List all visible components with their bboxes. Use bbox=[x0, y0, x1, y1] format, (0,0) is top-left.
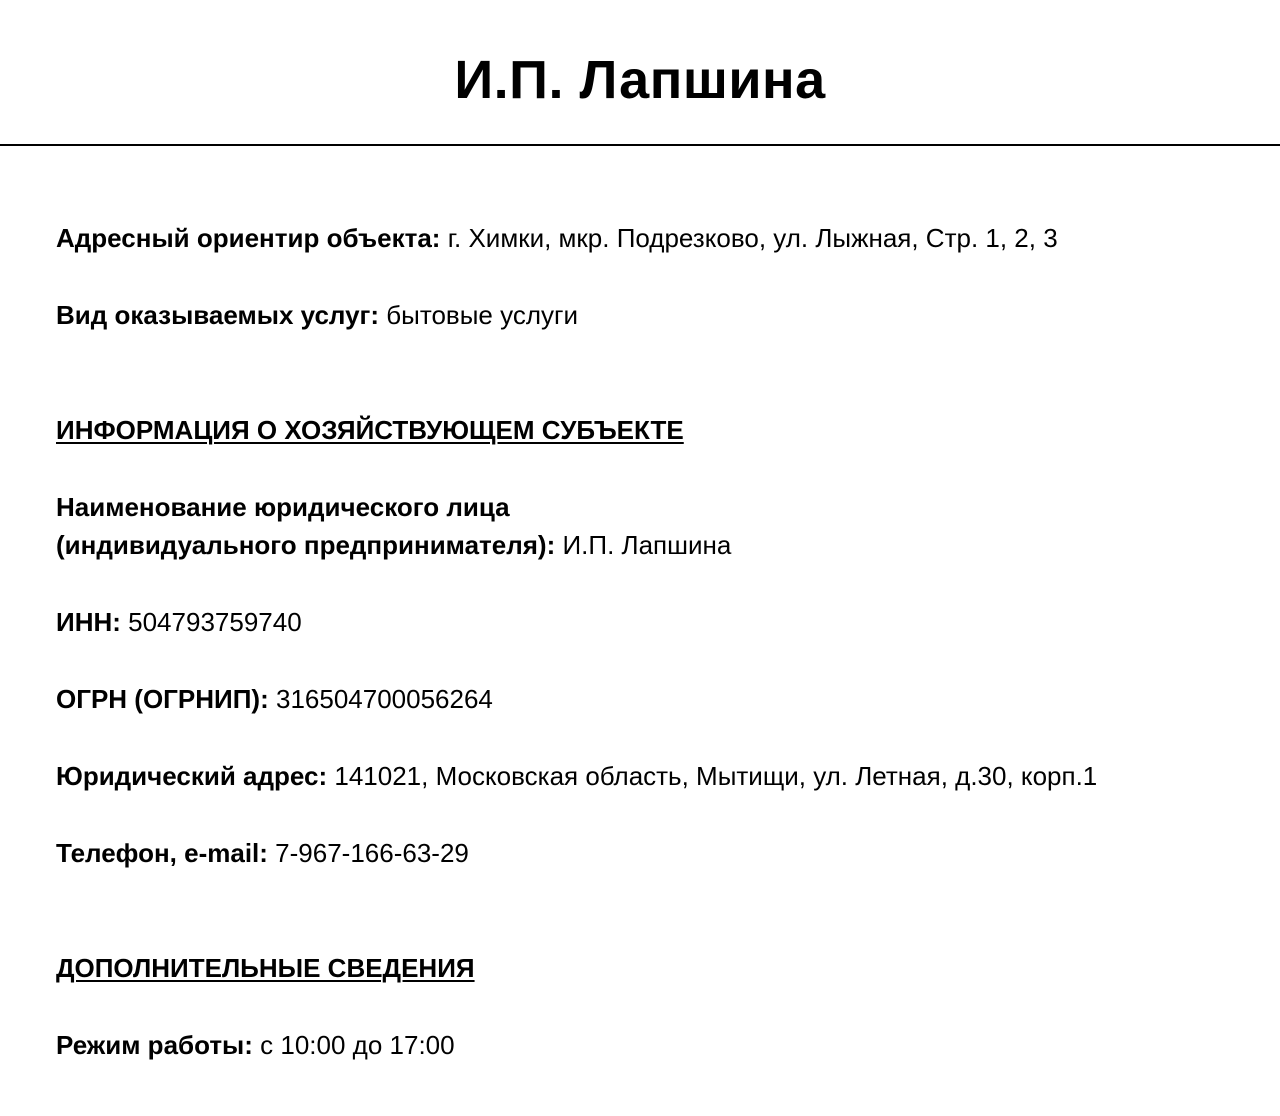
inn-row bbox=[56, 603, 302, 641]
contact-row bbox=[56, 834, 469, 872]
entity-name-label-line2: (индивидуального предпринимателя): bbox=[56, 530, 556, 560]
title-divider bbox=[0, 144, 1280, 146]
working-hours-value: с 10:00 до 17:00 bbox=[260, 1030, 455, 1060]
services-value: бытовые услуги bbox=[386, 300, 578, 330]
services-row bbox=[56, 296, 578, 334]
working-hours-row bbox=[56, 1026, 455, 1064]
entity-section-heading: ИНФОРМАЦИЯ О ХОЗЯЙСТВУЮЩЕМ СУБЪЕКТЕ bbox=[56, 415, 684, 445]
legal-address-row bbox=[56, 757, 1097, 795]
inn-value: 504793759740 bbox=[128, 607, 302, 637]
object-address-row bbox=[56, 219, 1058, 257]
entity-name-label-line1: Наименование юридического лица bbox=[56, 492, 510, 522]
legal-address-label: Юридический адрес: bbox=[56, 761, 328, 791]
page-title: И.П. Лапшина bbox=[454, 50, 826, 110]
ogrn-value: 316504700056264 bbox=[275, 684, 493, 714]
contact-label: Телефон, e-mail: bbox=[56, 838, 268, 868]
contact-value: 7-967-166-63-29 bbox=[275, 838, 469, 868]
services-label: Вид оказываемых услуг: bbox=[56, 300, 380, 330]
ogrn-row bbox=[56, 680, 493, 718]
entity-name-value: И.П. Лапшина bbox=[562, 530, 732, 560]
object-address-label: Адресный ориентир объекта: bbox=[56, 223, 441, 253]
legal-address-value: 141021, Московская область, Мытищи, ул. Летная, д.30, корп.1 bbox=[334, 761, 1098, 791]
entity-name-row bbox=[56, 526, 731, 564]
inn-label: ИНН: bbox=[56, 607, 121, 637]
ogrn-label: ОГРН (ОГРНИП): bbox=[56, 684, 269, 714]
additional-section-heading: ДОПОЛНИТЕЛЬНЫЕ СВЕДЕНИЯ bbox=[56, 953, 475, 983]
working-hours-label: Режим работы: bbox=[56, 1030, 253, 1060]
object-address-value: г. Химки, мкр. Подрезково, ул. Лыжная, Стр. 1, 2, 3 bbox=[447, 223, 1058, 253]
